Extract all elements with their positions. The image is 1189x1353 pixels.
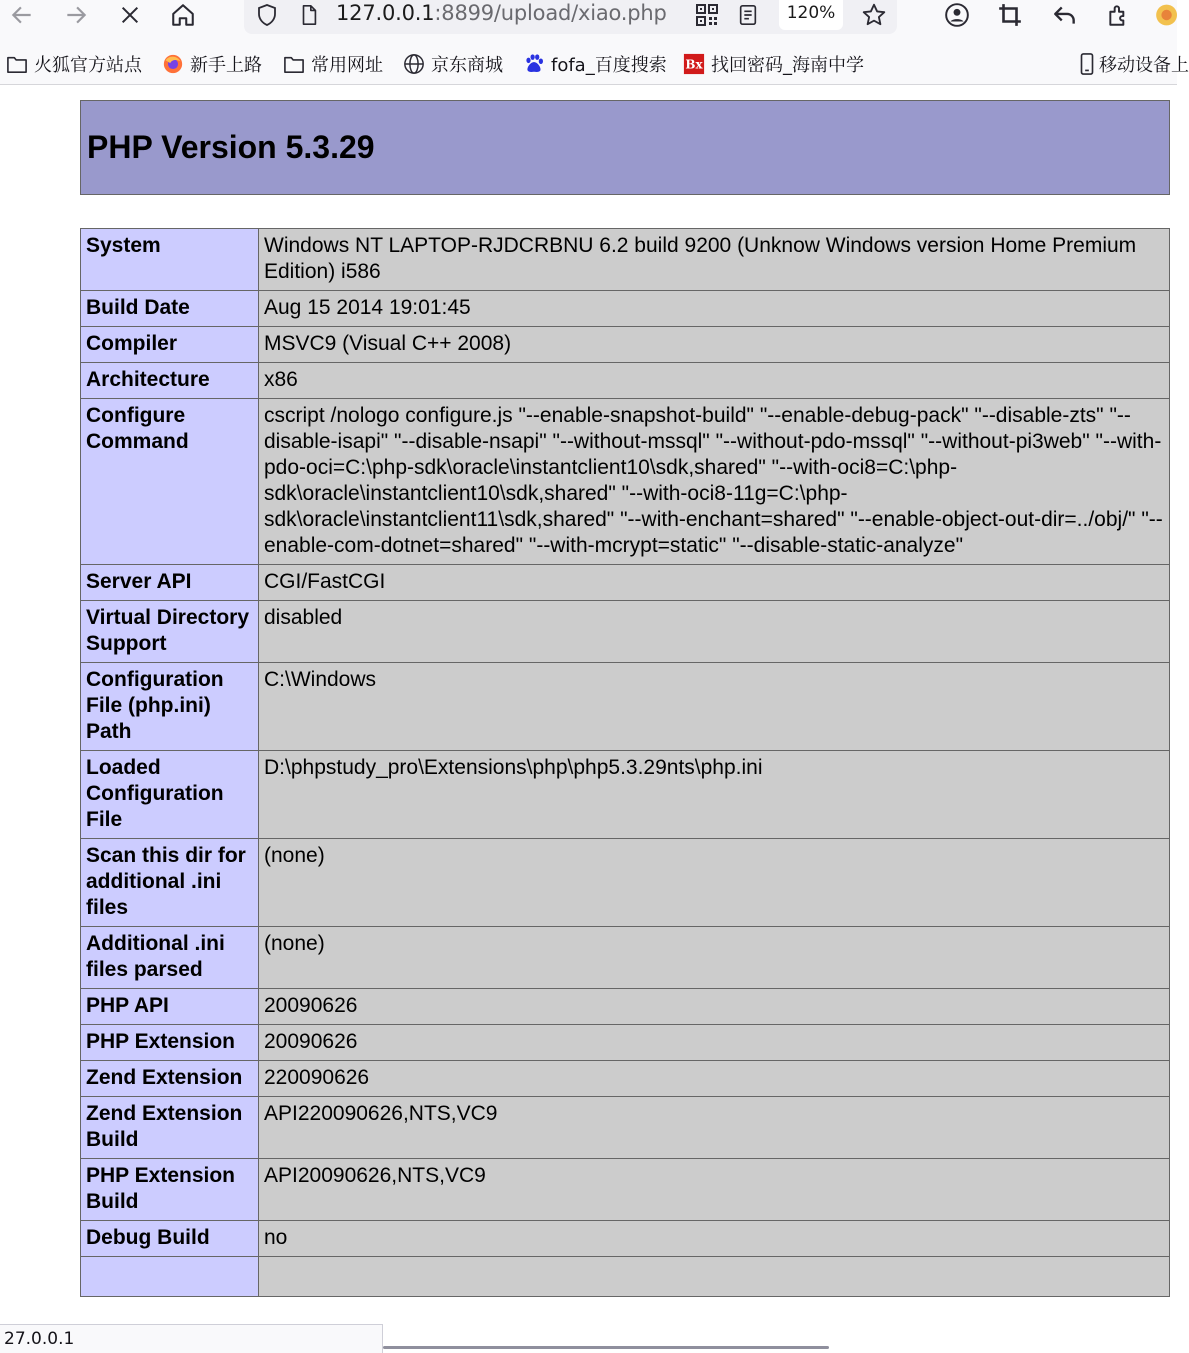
table-row bbox=[81, 601, 1170, 663]
site-logo-icon bbox=[683, 53, 705, 75]
table-row bbox=[81, 327, 1170, 363]
page-title: PHP Version 5.3.29 bbox=[87, 129, 375, 165]
row-value: no bbox=[259, 1221, 1170, 1257]
row-key bbox=[81, 1257, 259, 1297]
row-key: Additional .ini files parsed bbox=[81, 927, 259, 989]
extensions-icon[interactable] bbox=[1102, 0, 1136, 30]
row-value bbox=[259, 1257, 1170, 1297]
row-key: Debug Build bbox=[81, 1221, 259, 1257]
bookmark-label: 找回密码_海南中学 bbox=[711, 55, 864, 76]
browser-toolbar bbox=[0, 0, 1177, 44]
back-icon[interactable] bbox=[5, 0, 39, 30]
row-value: x86 bbox=[259, 363, 1170, 399]
table-row bbox=[81, 363, 1170, 399]
table-row bbox=[81, 989, 1170, 1025]
row-value: disabled bbox=[259, 601, 1170, 663]
bookmark-item[interactable] bbox=[403, 50, 503, 78]
screenshot-icon[interactable] bbox=[993, 0, 1027, 30]
table-row bbox=[81, 1159, 1170, 1221]
row-key: System bbox=[81, 229, 259, 291]
row-key: Configuration File (php.ini) Path bbox=[81, 663, 259, 751]
row-value: CGI/FastCGI bbox=[259, 565, 1170, 601]
bookmark-label: 新手上路 bbox=[190, 55, 262, 76]
bookmark-item[interactable] bbox=[523, 50, 667, 78]
row-value: D:\phpstudy_pro\Extensions\php\php5.3.29nts\php.ini bbox=[259, 751, 1170, 839]
mobile-device-icon bbox=[1078, 53, 1096, 75]
table-row bbox=[81, 1097, 1170, 1159]
svg-text:Bx: Bx bbox=[685, 57, 703, 72]
table-row bbox=[81, 565, 1170, 601]
table-row bbox=[81, 839, 1170, 927]
home-icon[interactable] bbox=[166, 0, 200, 30]
bookmark-item[interactable] bbox=[1078, 50, 1189, 78]
row-key: Scan this dir for additional .ini files bbox=[81, 839, 259, 927]
table-row bbox=[81, 927, 1170, 989]
bookmark-item[interactable] bbox=[283, 50, 383, 78]
reader-mode-icon[interactable] bbox=[731, 0, 765, 30]
table-row bbox=[81, 229, 1170, 291]
qr-code-icon[interactable] bbox=[690, 0, 724, 30]
table-row bbox=[81, 1025, 1170, 1061]
bookmarks-toolbar bbox=[0, 44, 1189, 85]
table-row bbox=[81, 399, 1170, 565]
row-value: (none) bbox=[259, 839, 1170, 927]
table-row bbox=[81, 663, 1170, 751]
row-key: Zend Extension bbox=[81, 1061, 259, 1097]
row-value: 20090626 bbox=[259, 1025, 1170, 1061]
page-content bbox=[0, 86, 1177, 1353]
bookmark-label: fofa_百度搜索 bbox=[551, 55, 667, 76]
baidu-paw-icon bbox=[523, 53, 545, 75]
row-value: cscript /nologo configure.js "--enable-snapshot-build" "--enable-debug-pack" "--disable-zts" "--disable-isapi" "--disable-nsapi" "--without-mssql" "--without-pdo-mssql" "--without-pi3web" "--with-pdo-oci=C:\php-sdk\oracle\instantclient10\sdk,shared" "--with-oci8=C:\php-sdk\oracle\instantclient10\sdk,shared" "--with-oci8-11g=C:\php-sdk\oracle\instantclient11\sdk,shared" "--with-enchant=shared" "--enable-object-out-dir=../obj/" "--enable-com-dotnet=shared" "--with-mcrypt=static" "--disable-static-analyze" bbox=[259, 399, 1170, 565]
table-row bbox=[81, 291, 1170, 327]
row-value: (none) bbox=[259, 927, 1170, 989]
status-bar: 27.0.0.1 bbox=[0, 1324, 383, 1353]
undo-icon[interactable] bbox=[1048, 0, 1082, 30]
star-icon[interactable] bbox=[857, 0, 891, 30]
table-row bbox=[81, 1061, 1170, 1097]
row-key: Server API bbox=[81, 565, 259, 601]
profile-avatar-icon[interactable] bbox=[1152, 0, 1177, 30]
php-version-header bbox=[80, 100, 1170, 195]
url-host: 127.0.0.1 bbox=[336, 1, 435, 25]
bookmark-label: 京东商城 bbox=[431, 55, 503, 76]
globe-icon bbox=[403, 53, 425, 75]
bookmark-label: 移动设备上 bbox=[1099, 55, 1189, 76]
table-row bbox=[81, 1257, 1170, 1297]
row-value: Windows NT LAPTOP-RJDCRBNU 6.2 build 9200 (Unknow Windows version Home Premium Edition) i586 bbox=[259, 229, 1170, 291]
bookmark-label: 火狐官方站点 bbox=[34, 55, 142, 76]
bookmark-item[interactable] bbox=[6, 50, 142, 78]
bookmark-item[interactable] bbox=[683, 50, 864, 78]
row-value: 220090626 bbox=[259, 1061, 1170, 1097]
bookmark-item[interactable] bbox=[162, 50, 262, 78]
stop-icon[interactable] bbox=[113, 0, 147, 30]
forward-icon[interactable] bbox=[59, 0, 93, 30]
zoom-level-button[interactable]: 120% bbox=[779, 0, 843, 30]
horizontal-scrollbar[interactable] bbox=[383, 1346, 829, 1349]
url-path: :8899/upload/xiao.php bbox=[434, 1, 667, 25]
bookmark-label: 常用网址 bbox=[311, 55, 383, 76]
account-icon[interactable] bbox=[940, 0, 974, 30]
row-value: Aug 15 2014 19:01:45 bbox=[259, 291, 1170, 327]
row-key: Build Date bbox=[81, 291, 259, 327]
table-row bbox=[81, 1221, 1170, 1257]
row-value: C:\Windows bbox=[259, 663, 1170, 751]
page-icon[interactable] bbox=[292, 0, 326, 30]
row-key: Zend Extension Build bbox=[81, 1097, 259, 1159]
row-value: 20090626 bbox=[259, 989, 1170, 1025]
url-bar[interactable] bbox=[244, 0, 897, 34]
folder-icon bbox=[6, 53, 28, 75]
row-value: API20090626,NTS,VC9 bbox=[259, 1159, 1170, 1221]
row-key: PHP Extension Build bbox=[81, 1159, 259, 1221]
url-text[interactable] bbox=[336, 0, 667, 28]
row-value: MSVC9 (Visual C++ 2008) bbox=[259, 327, 1170, 363]
row-key: Architecture bbox=[81, 363, 259, 399]
row-value: API220090626,NTS,VC9 bbox=[259, 1097, 1170, 1159]
firefox-icon bbox=[162, 53, 184, 75]
row-key: Configure Command bbox=[81, 399, 259, 565]
row-key: PHP Extension bbox=[81, 1025, 259, 1061]
table-row bbox=[81, 751, 1170, 839]
row-key: Virtual Directory Support bbox=[81, 601, 259, 663]
shield-icon[interactable] bbox=[250, 0, 284, 30]
folder-icon bbox=[283, 53, 305, 75]
phpinfo-table bbox=[80, 228, 1170, 1297]
row-key: Loaded Configuration File bbox=[81, 751, 259, 839]
row-key: PHP API bbox=[81, 989, 259, 1025]
row-key: Compiler bbox=[81, 327, 259, 363]
